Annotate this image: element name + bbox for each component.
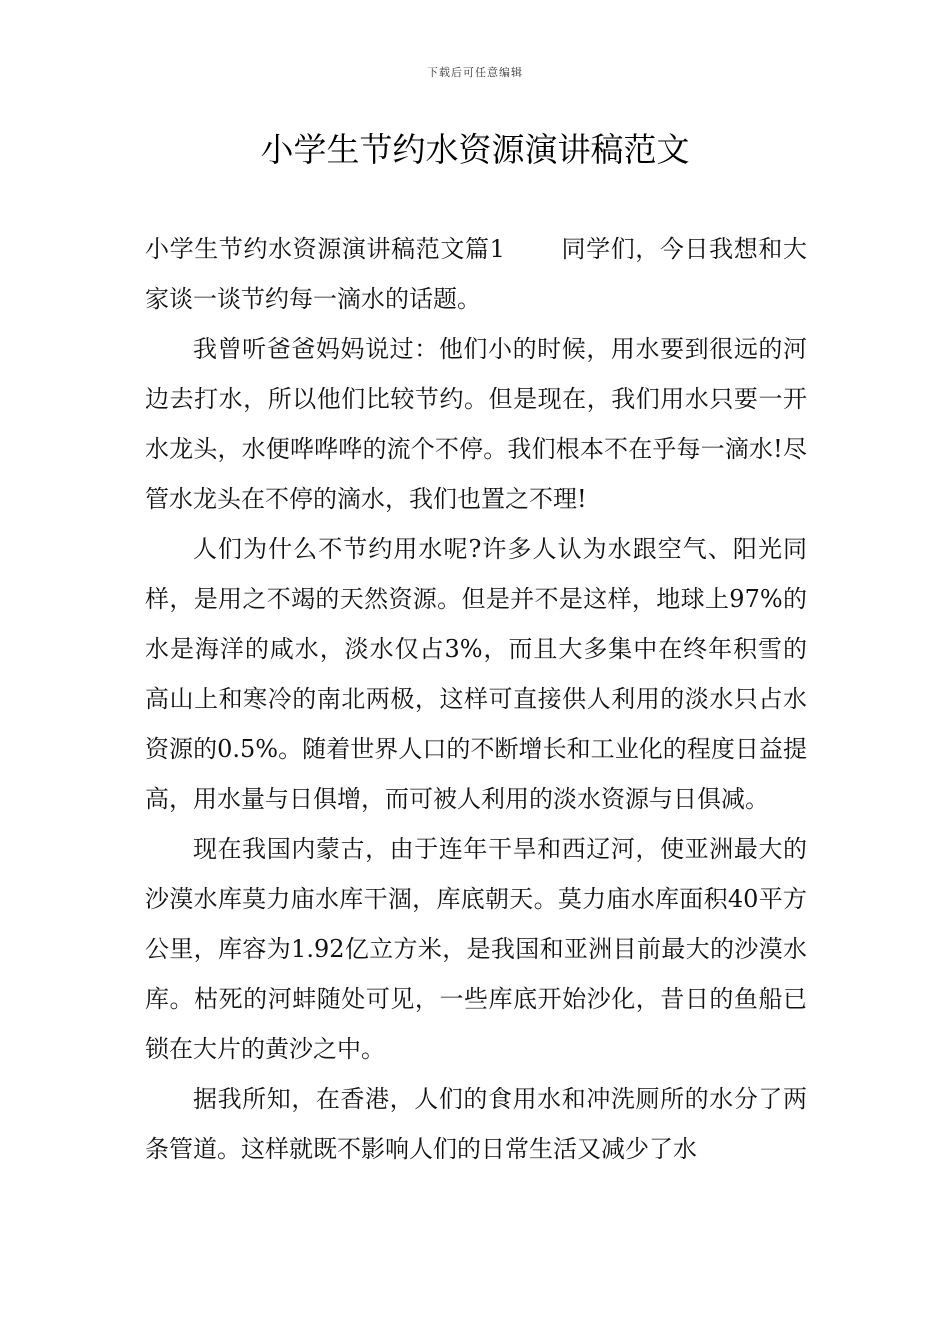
document-body (145, 224, 807, 1174)
body-paragraph-2: 人们为什么不节约用水呢?许多人认为水跟空气、阳光同样，是用之不竭的天然资源。但是并不是这样，地球上97%的水是海洋的咸水，淡水仅占3%，而且大多集中在终年积雪的高山上和寒冷的南北两极，这样可直接供人利用的淡水只占水资源的0.5%。随着世界人口的不断增长和工业化的程度日益提高，用水量与日俱增，而可被人利用的淡水资源与日俱减。 (145, 535, 807, 813)
body-paragraph-1: 我曾听爸爸妈妈说过：他们小的时候，用水要到很远的河边去打水，所以他们比较节约。但是现在，我们用水只要一开水龙头，水便哗哗哗的流个不停。我们根本不在乎每一滴水!尽管水龙头在不停的滴水，我们也置之不理! (145, 335, 807, 513)
intro-heading: 小学生节约水资源演讲稿范文篇1 (145, 235, 505, 263)
header-note: 下载后可任意编辑 (427, 66, 523, 79)
body-paragraph-4: 据我所知，在香港，人们的食用水和冲洗厕所的水分了两条管道。这样就既不影响人们的日常生活又减少了水 (145, 1085, 807, 1163)
intro-text: 同学们，今日我想和大家谈一谈节约每一滴水的话题。 (145, 235, 807, 313)
intro-paragraph (145, 224, 807, 324)
body-paragraph-3: 现在我国内蒙古，由于连年干旱和西辽河，使亚洲最大的沙漠水库莫力庙水库干涸，库底朝天。莫力庙水库面积40平方公里，库容为1.92亿立方米，是我国和亚洲目前最大的沙漠水库。枯死的河蚌随处可见，一些库底开始沙化，昔日的鱼船已锁在大片的黄沙之中。 (145, 835, 807, 1063)
document-title: 小学生节约水资源演讲稿范文 (260, 130, 690, 169)
